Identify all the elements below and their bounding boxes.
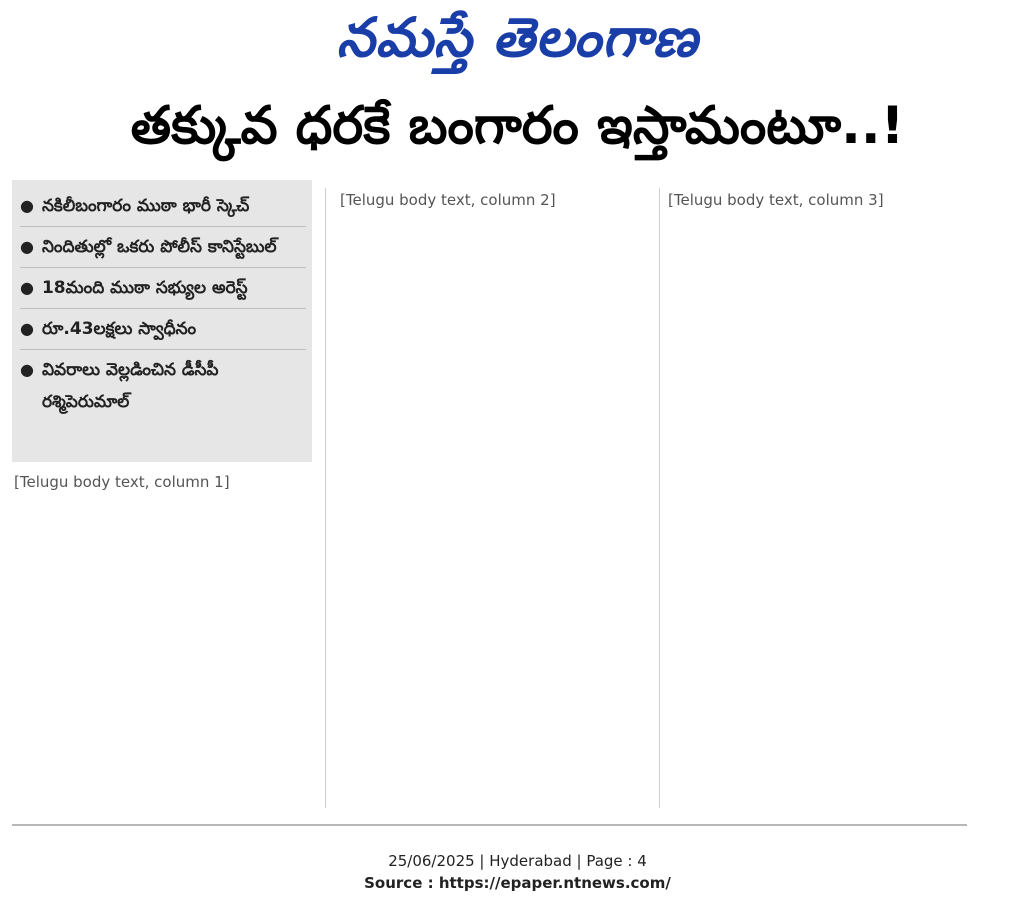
article-headline: తక్కువ ధరకే బంగారం ఇస్తామంటూ..!: [130, 96, 905, 156]
bullet-icon: ●: [20, 319, 34, 338]
highlight-text: 18మంది ముఠా సభ్యుల అరెస్ట్: [41, 278, 248, 298]
newspaper-masthead: నమస్తే తెలంగాణ: [336, 6, 699, 69]
highlight-text: నిందితుల్లో ఒకరు పోలీస్ కానిస్టేబుల్: [41, 237, 277, 257]
highlight-item: [20, 268, 306, 309]
bullet-icon: ●: [20, 237, 34, 256]
bullet-icon: ●: [20, 196, 34, 215]
highlight-item: [20, 350, 306, 422]
footer-date-page: 25/06/2025 | Hyderabad | Page : 4: [388, 852, 647, 870]
highlight-item: [20, 227, 306, 268]
bullet-icon: ●: [20, 360, 34, 379]
highlight-text: నకిలీబంగారం ముఠా భారీ స్కెచ్: [41, 196, 250, 216]
column-divider: [325, 188, 326, 808]
article-column-1: [Telugu body text, column 1]: [14, 473, 230, 491]
article-column-3: [Telugu body text, column 3]: [668, 191, 884, 209]
highlight-text: రూ.43లక్షలు స్వాధీనం: [41, 319, 197, 339]
column-divider: [659, 188, 660, 808]
article-column-2: [Telugu body text, column 2]: [340, 191, 556, 209]
footer-source: Source : https://epaper.ntnews.com/: [364, 874, 671, 892]
highlights-box: [12, 180, 312, 462]
footer-divider: [12, 824, 967, 826]
bullet-icon: ●: [20, 278, 34, 297]
highlight-item: [20, 186, 306, 227]
highlight-text: వివరాలు వెల్లడించిన డీసీపీ రశ్మిపెరుమాల్: [41, 360, 219, 412]
highlight-item: [20, 309, 306, 350]
